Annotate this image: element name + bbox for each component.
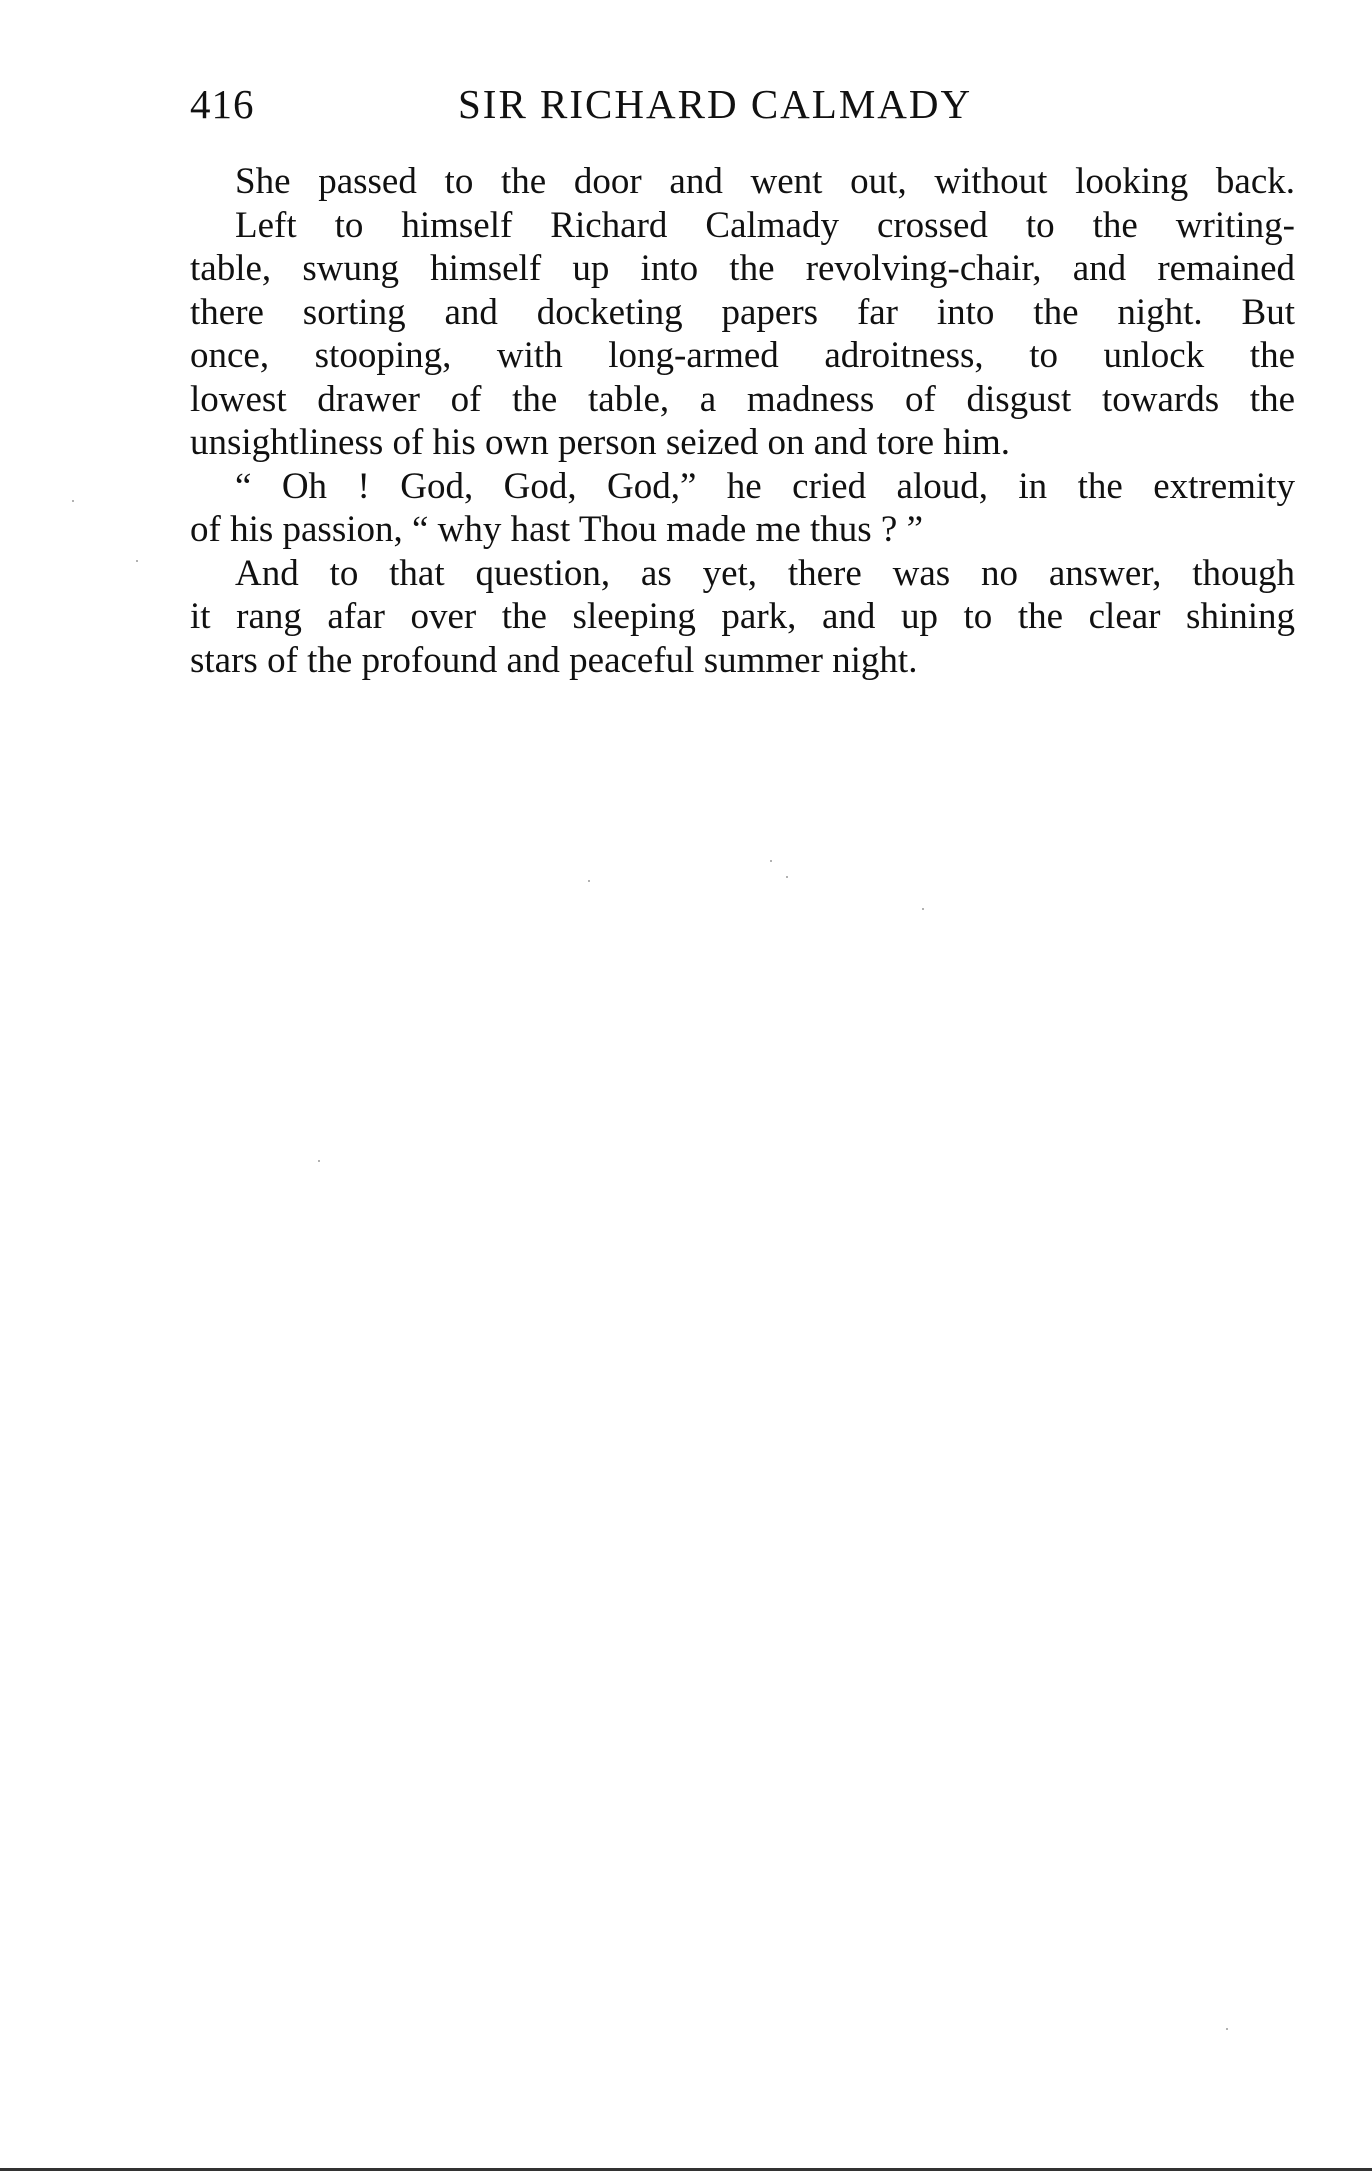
scan-speck — [770, 860, 772, 862]
text-line: it rang afar over the sleeping park, and up to the clear shining — [190, 596, 1295, 637]
text-line: stars of the profound and peaceful summer night. — [190, 639, 918, 681]
scan-speck — [136, 560, 138, 562]
text-line: She passed to the door and went out, without looking back. — [235, 161, 1295, 202]
text-line: there sorting and docketing papers far into the night. But — [190, 291, 1295, 333]
body-text — [190, 160, 1295, 682]
bottom-edge-rule — [0, 2168, 1372, 2171]
scan-speck — [1226, 2028, 1228, 2030]
text-line: once, stooping, with long-armed adroitness, to unlock the — [190, 335, 1295, 376]
text-line: Left to himself Richard Calmady crossed to the writing- — [235, 204, 1295, 246]
scan-speck — [318, 1160, 320, 1162]
text-line: And to that question, as yet, there was no answer, though — [235, 552, 1295, 594]
text-line: “ Oh ! God, God, God,” he cried aloud, in the extremity — [235, 465, 1295, 507]
text-line: unsightliness of his own person seized on and tore him. — [190, 422, 1011, 463]
running-title: SIR RICHARD CALMADY — [458, 81, 973, 127]
scan-speck — [786, 876, 788, 878]
scan-speck — [72, 500, 74, 502]
running-head — [190, 76, 1295, 132]
scan-speck — [588, 880, 590, 882]
text-line: lowest drawer of the table, a madness of disgust towards the — [190, 378, 1295, 420]
text-line: table, swung himself up into the revolving-chair, and remained — [190, 248, 1295, 289]
page-number: 416 — [190, 81, 255, 127]
scan-speck — [922, 908, 924, 910]
text-line: of his passion, “ why hast Thou made me thus ? ” — [190, 509, 924, 550]
